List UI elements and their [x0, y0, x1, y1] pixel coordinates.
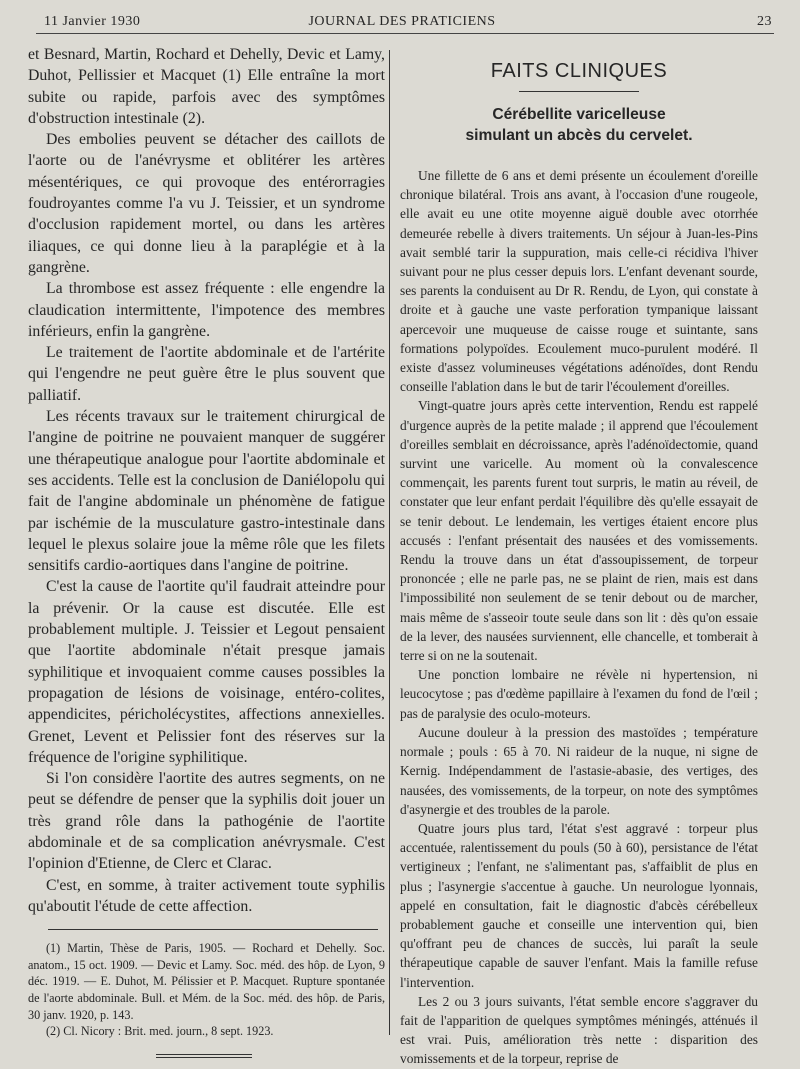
- left-column: [28, 44, 385, 1058]
- paragraph: et Besnard, Martin, Rochard et Dehelly, Devic et Lamy, Duhot, Pellissier et Macquet (1) Elle entraîne la mort subite ou rapide, parfois avec des symptômes d'obstruction intestinale (2).: [28, 46, 385, 127]
- paragraph: Si l'on considère l'aortite des autres segments, on ne peut se défendre de penser que la syphilis doit jouer un très grand rôle dans la pathogénie de l'aortite abdominale et de sa complication anévrysmale. C'est l'opinion d'Etienne, de Clerc et Clarac.: [28, 770, 385, 873]
- paragraph: Une ponction lombaire ne révèle ni hypertension, ni leucocytose ; pas d'œdème papillaire à l'examen du fond de l'œil ; pas de paralysie des oculo-moteurs.: [400, 667, 758, 721]
- header-rule: [36, 33, 774, 34]
- column-divider: [389, 50, 390, 1035]
- paragraph: Aucune douleur à la pression des mastoïdes ; température normale ; pouls : 65 à 70. Ni raideur de la nuque, ni signe de Kernig. Indépendamment de l'astasie-abasie, des vertiges, des nausées, des vomissements, de la torpeur, on note des symptômes d'asynergie et des troubles de la parole.: [400, 724, 758, 817]
- running-head: [32, 10, 772, 32]
- title-rule: [519, 91, 639, 92]
- paragraph: Le traitement de l'aortite abdominale et de l'artérite qui l'engendre ne peut guère être le plus souvent que palliatif.: [28, 344, 385, 404]
- footnote: (1) Martin, Thèse de Paris, 1905. — Rochard et Dehelly. Soc. anatom., 15 oct. 1909. — Devic et Lamy. Soc. méd. des hôp. de Lyon, 9 déc. 1919. — E. Duhot, M. Pélissier et P. Macquet. Rupture spontanée de l'aorte abdominale. Bull. et Mém. de la Soc. méd. des hôp. de Paris, 30 janv. 1920, p. 143.: [28, 941, 385, 1022]
- header-page-number: 23: [757, 14, 772, 29]
- paragraph: C'est, en somme, à traiter activement toute syphilis qu'aboutit l'étude de cette affection.: [28, 876, 385, 915]
- paragraph: Vingt-quatre jours après cette intervention, Rendu est rappelé d'urgence auprès de la petite malade ; il apprend que l'écoulement d'oreilles semblait en décroissance, après l'adénoïdectomie, quand survint une varicelle. Au moment où la convalescence commençait, les parents furent tout surpris, le matin au réveil, de constater que leur enfant perdait l'équilibre dès qu'elle essayait de se tenir debout. Le lendemain, les vertiges étaient encore plus accusés : l'enfant présentait des nausées et des vomissements. Rendu la trouve dans un état d'assoupissement, de torpeur prononcée ; elle ne parle pas, ne se plaint de rien, mais est dans l'impossibilité non seulement de se tenir debout ou de marcher, mais même de s'asseoir toute seule dans son lit : dès qu'on essaie de la lever, des nausées surviennent, elle chancelle, et tomberait à terre si on ne la soutenait.: [400, 398, 758, 664]
- paragraph: Les 2 ou 3 jours suivants, l'état semble encore s'aggraver du fait de l'apparition de quelques symptômes méningés, atténués il est vrai. Puis, amélioration très nette : disparition des vomissements et de la torpeur, reprise de: [400, 993, 758, 1067]
- section-title: FAITS CLINIQUES: [490, 60, 668, 82]
- right-column: [400, 56, 758, 1069]
- paragraph: Quatre jours plus tard, l'état s'est aggravé : torpeur plus accentuée, ralentissement du pouls (50 à 60), persistance de l'état vertigineux ; l'enfant, ne s'alimentant pas, s'affaiblit de plus en plus ; l'asynergie s'accentue à gauche. Un neurologue lyonnais, appelé en consultation, fait le diagnostic d'abcès cérébelleux probablement gauche et conseille une intervention qui, bien qu'offrant peu de chances de succès, lui paraît la seule thérapeutique capable de sauver l'enfant. Mais la famille refuse l'intervention.: [400, 820, 758, 990]
- paragraph: Une fillette de 6 ans et demi présente un écoulement d'oreille chronique bilatéral. Trois ans avant, à l'occasion d'une rougeole, elle avait eu une otite moyenne aiguë double avec otorrhée demeurée rebelle à divers traitements. Un séjour à Juan-les-Pins avait semblé tarir la suppuration, mais celle-ci récidiva l'hiver suivant pour ne plus cesser depuis lors. L'enfant devenant sourde, ses parents la conduisent au Dr R. Rendu, de Lyon, qui constate à droite et à gauche une vaste perforation tympanique laissant apercevoir une muqueuse de caisse rouge et suintante, sans formations polypoïdes. Ecoulement muco-purulent modéré. Il existe d'assez volumineuses végétations adénoïdes, dont Rendu conseille l'ablation dans le but de tarir l'écoulement d'oreilles.: [400, 168, 758, 395]
- article-title-line: Cérébellite varicelleuse: [492, 106, 666, 123]
- header-date: 11 Janvier 1930: [44, 14, 141, 29]
- paragraph: La thrombose est assez fréquente : elle engendre la claudication intermittente, l'impotence des membres inférieurs, enfin la gangrène.: [28, 280, 385, 340]
- article-title: [400, 104, 758, 146]
- header-journal-title: JOURNAL DES PRATICIENS: [308, 14, 496, 29]
- article-title-line: simulant un abcès du cervelet.: [465, 127, 693, 144]
- end-rule: [156, 1057, 252, 1058]
- footnote-rule: [48, 929, 378, 930]
- paragraph: C'est la cause de l'aortite qu'il faudrait atteindre pour la prévenir. Or la cause est discutée. Elle est probablement multiple. J. Teissier et Legout pensaient que l'aortite abdominale n'était presque jamais syphilitique et invoquaient comme causes possibles la propagation de lésions de voisinage, entéro-colites, appendicites, péricholécystites, affections annexielles. Grenet, Levent et Pelissier font des réserves sur la fréquence de l'origine syphilitique.: [28, 578, 385, 766]
- paragraph: Les récents travaux sur le traitement chirurgical de l'angine de poitrine ne pouvaient manquer de suggérer une thérapeutique analogue pour l'aortite abdominale et ses accidents. Telle est la conclusion de Daniélopolu qui fait de l'angine abdominale un phénomène de fatigue par ischémie de la musculature gastro-intestinale dans lequel le plexus solaire joue la même rôle que les filets sensitifs cardio-aortiques dans l'angine de poitrine.: [28, 408, 385, 575]
- end-rule: [156, 1054, 252, 1055]
- footnote: (2) Cl. Nicory : Brit. med. journ., 8 sept. 1923.: [46, 1024, 274, 1039]
- footnotes: [28, 940, 385, 1040]
- paragraph: Des embolies peuvent se détacher des caillots de l'aorte ou de l'anévrysme et oblitérer les artères mésentériques, ce qui provoque des entérorragies foudroyantes comme l'a vu J. Teissier, et un syndrome d'occlusion rapidement mortel, ou dans les artères iliaques, ce qui donne lieu à la paraplégie et à la gangrène.: [28, 131, 385, 276]
